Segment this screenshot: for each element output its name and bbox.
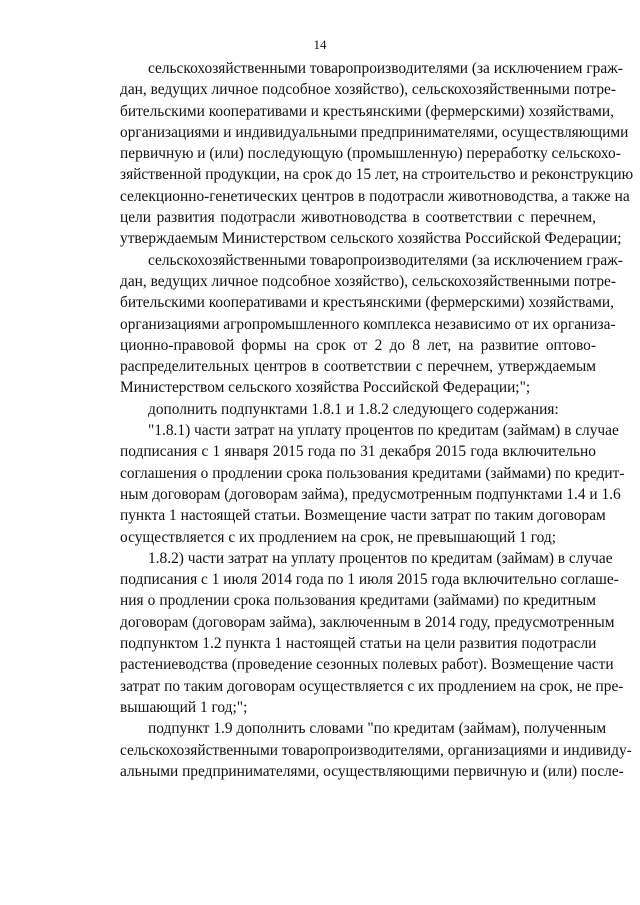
text-line: подпункт 1.9 дополнить словами "по кредитам (займам), полученным [148,720,607,738]
text-line: ционно-правовой формы на срок от 2 до 8 лет, на развитие оптово- [120,336,596,354]
text-line: подписания с 1 июля 2014 года по 1 июля 2015 года включительно соглаше- [120,571,619,589]
text-line: затрат по таким договорам осуществляется с их продлением на срок, не пре- [120,677,624,695]
text-line: первичную и (или) последующую (промышленную) переработку сельскохо- [120,145,621,163]
text-line: зяйственной продукции, на срок до 15 лет, на строительство и реконструкцию [120,166,634,184]
text-line: растениеводства (проведение сезонных полевых работ). Возмещение части [120,656,614,674]
text-line: осуществляется с их продлением на срок, не превышающий 1 год; [120,528,557,546]
text-line: пункта 1 настоящей статьи. Возмещение части затрат по таким договорам [120,507,606,525]
text-line: распределительных центров в соответствии с перечнем, утверждаемым [120,358,596,376]
text-line: дан, ведущих личное подсобное хозяйство), сельскохозяйственными потре- [120,272,617,290]
text-line: подписания с 1 января 2015 года по 31 декабря 2015 года включительно [120,443,596,461]
document-body [120,58,634,782]
text-line: бительскими кооперативами и крестьянскими (фермерскими) хозяйствами, [120,102,615,120]
text-line: дополнить подпунктами 1.8.1 и 1.8.2 следующего содержания: [148,400,559,418]
text-line: сельскохозяйственными товаропроизводителями, организациями и индивиду- [120,741,632,759]
text-line: ния о продлении срока пользования кредитами (займами) по кредитным [120,592,596,610]
text-line: ным договорам (договорам займа), предусмотренным подпунктами 1.4 и 1.6 [120,485,621,503]
text-line: 1.8.2) части затрат на уплату процентов по кредитам (займам) в случае [148,549,613,567]
text-line: подпунктом 1.2 пункта 1 настоящей статьи на цели развития подотрасли [120,635,597,653]
text-line: Министерством сельского хозяйства Российской Федерации;"; [120,379,531,397]
text-line: организациями агропромышленного комплекса независимо от их организа- [120,315,616,333]
text-line: сельскохозяйственными товаропроизводителями (за исключением граж- [148,251,623,269]
text-line: соглашения о продлении срока пользования кредитами (займами) по кредит- [120,464,625,482]
text-line: утверждаемым Министерством сельского хозяйства Российской Федерации; [120,230,622,248]
text-line: сельскохозяйственными товаропроизводителями (за исключением граж- [148,60,623,77]
text-line: организациями и индивидуальными предпринимателями, осуществляющими [120,123,629,141]
text-line: альными предпринимателями, осуществляющими первичную и (или) после- [120,762,624,780]
text-line: дан, ведущих личное подсобное хозяйство), сельскохозяйственными потре- [120,81,617,99]
page-number: 14 [313,37,327,52]
text-line: "1.8.1) части затрат на уплату процентов по кредитам (займам) в случае [148,422,619,440]
text-line: бительскими кооперативами и крестьянскими (фермерскими) хозяйствами, [120,294,615,312]
text-line: вышающий 1 год;"; [120,698,248,716]
text-line: селекционно-генетических центров в подотрасли животноводства, а также на [120,187,630,205]
text-line: договорам (договорам займа), заключенным в 2014 году, предусмотренным [120,613,615,631]
text-line: цели развития подотрасли животноводства в соответствии с перечнем, [120,209,596,227]
